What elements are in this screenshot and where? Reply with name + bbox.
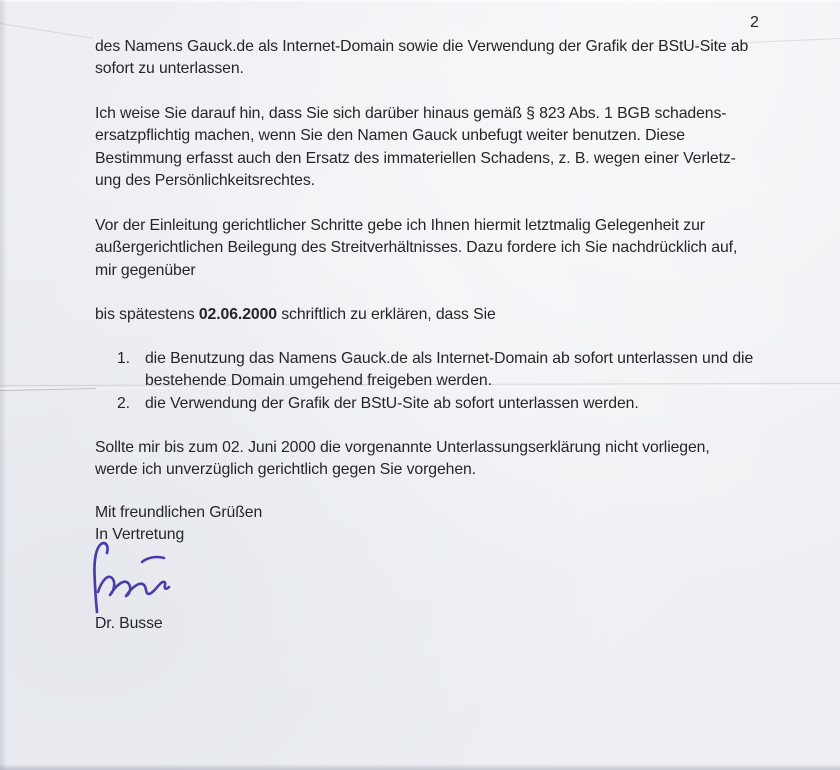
paragraph-2-line-2: ersatzpflichtig machen, wenn Sie den Namen Gauck unbefugt weiter benutzen. Diese bbox=[95, 127, 685, 145]
list-item-1-number: 1. bbox=[117, 350, 130, 367]
list-item-2-number: 2. bbox=[117, 394, 130, 412]
paragraph-2-line-3: Bestimmung erfasst auch den Ersatz des immateriellen Schadens, z. B. wegen einer Verletz- bbox=[95, 149, 736, 167]
paragraph-3-line-3: mir gegenüber bbox=[95, 261, 196, 279]
deadline-date: 02.06.2000 bbox=[198, 306, 277, 323]
fold-crease-left bbox=[0, 388, 96, 392]
final-paragraph-line-1: Sollte mir bis zum 02. Juni 2000 die vorgenannte Unterlassungserklärung nicht vorliegen, bbox=[95, 439, 710, 456]
scan-edge-bottom bbox=[0, 764, 840, 770]
final-paragraph-line-2: werde ich unverzüglich gerichtlich gegen Sie vorgehen. bbox=[95, 461, 476, 479]
paragraph-3-line-2: außergerichtlichen Beilegung des Streitverhältnisses. Dazu fordere ich Sie nachdrücklich auf, bbox=[95, 239, 738, 257]
paragraph-2-line-1: Ich weise Sie darauf hin, dass Sie sich darüber hinaus gemäß § 823 Abs. 1 BGB schadens- bbox=[95, 105, 727, 122]
signature-ink bbox=[86, 540, 198, 618]
list-item-1-line-2: bestehende Domain umgehend freigeben werden. bbox=[145, 372, 492, 390]
deadline-prefix: bis spätestens bbox=[95, 306, 199, 323]
demands-list bbox=[117, 348, 753, 415]
page-number: 2 bbox=[750, 14, 759, 31]
final-paragraph bbox=[95, 437, 710, 482]
paragraph-2 bbox=[95, 103, 736, 193]
fold-crease-top-left bbox=[0, 22, 94, 40]
scan-edge-left bbox=[0, 0, 7, 770]
list-item-2-line-1: die Verwendung der Grafik der BStU-Site ab sofort unterlassen werden. bbox=[145, 394, 639, 412]
deadline-line bbox=[95, 304, 496, 326]
paragraph-1 bbox=[95, 36, 748, 81]
paragraph-2-line-4: ung des Persönlichkeitsrechtes. bbox=[95, 172, 315, 190]
closing-salutation: Mit freundlichen Grüßen bbox=[95, 504, 263, 521]
list-item-1-line-1: die Benutzung das Namens Gauck.de als Internet-Domain ab sofort unterlassen und die bbox=[145, 350, 754, 367]
scan-edge-top bbox=[0, 0, 840, 2]
paragraph-1-line-1: des Namens Gauck.de als Internet-Domain sowie die Verwendung der Grafik der BStU-Site ab bbox=[95, 38, 749, 55]
paragraph-3-line-1: Vor der Einleitung gerichtlicher Schritte gebe ich Ihnen hiermit letztmalig Gelegenheit zur bbox=[95, 217, 705, 234]
signature-stroke-dash bbox=[142, 557, 164, 562]
list-item-2 bbox=[117, 393, 753, 415]
deadline-suffix: schriftlich zu erklären, dass Sie bbox=[276, 306, 496, 323]
paragraph-3 bbox=[95, 215, 737, 282]
list-item-1 bbox=[117, 348, 753, 370]
closing-representation: In Vertretung bbox=[95, 526, 185, 544]
paragraph-1-line-2: sofort zu unterlassen. bbox=[95, 60, 244, 78]
signer-name: Dr. Busse bbox=[95, 615, 163, 632]
signature-stroke-wave bbox=[98, 577, 169, 596]
